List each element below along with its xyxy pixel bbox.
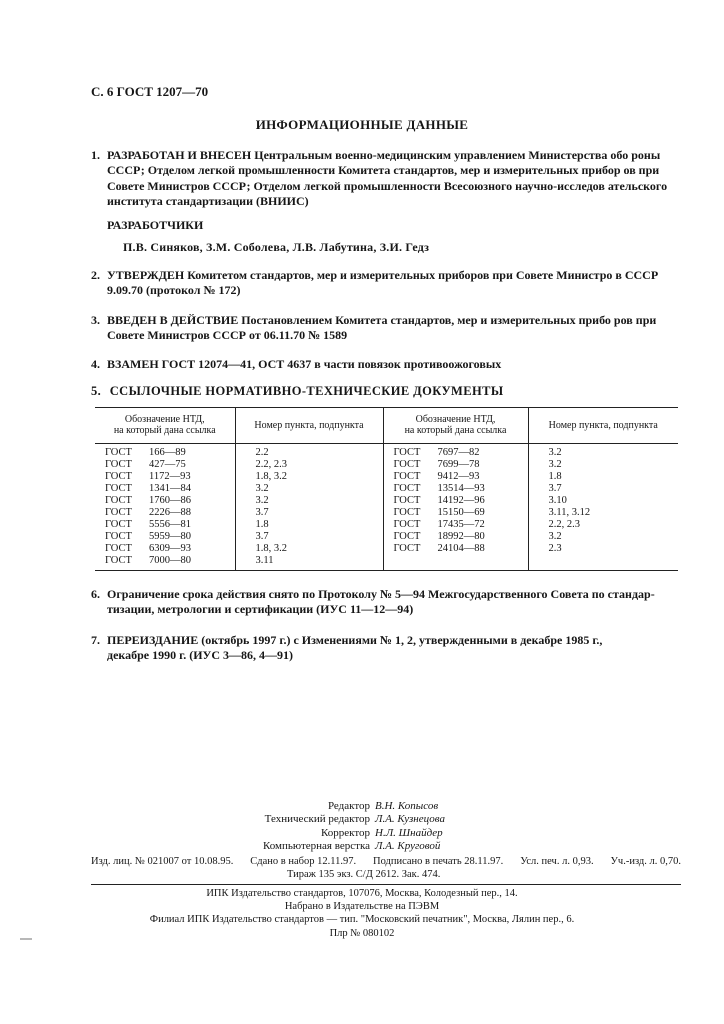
section-text-line: Комитетом стандартов, мер и измерительных приборов при Совете Министро в СССР [184,268,659,282]
gost-prefix: ГОСТ [393,483,421,494]
point-cell: 2.2, 2.3 [235,459,383,471]
ntd-cell [383,483,528,495]
document-title: ИНФОРМАЦИОННЫЕ ДАННЫЕ [255,117,469,132]
imprint-block [91,855,681,881]
credit-name: Л.А. Круговой [375,839,441,852]
credit-name: Л.А. Кузнецова [375,813,445,826]
section-6 [91,587,683,618]
table-header-row [95,408,678,444]
imprint-typeset: Сдано в набор 12.11.97. [250,856,357,867]
section-text-line: Совете Министров СССР от 06.11.70 № 1589 [107,328,348,343]
gost-prefix: ГОСТ [393,447,421,458]
section-lead: ПЕРЕИЗДАНИЕ [107,633,199,647]
gost-prefix: ГОСТ [105,507,132,518]
point-cell: 3.7 [235,531,383,543]
ntd-cell [95,444,235,460]
section-number: 3. [91,313,100,327]
gost-number: 5959—80 [149,531,191,542]
point-cell: 3.2 [528,444,678,460]
gost-number: 6309—93 [149,543,191,554]
gost-prefix: ГОСТ [105,447,132,458]
gost-prefix: ГОСТ [393,459,421,470]
point-cell: 2.3 [528,543,678,555]
section-5-title [91,384,504,399]
table-row [95,531,678,543]
ntd-cell [383,543,528,555]
section-text-line: СССР; Отделом легкой промышленности Комитета стандартов, мер и измерительных прибор ов при [107,163,660,178]
gost-number: 2226—88 [149,507,191,518]
point-cell: 3.7 [528,483,678,495]
point-cell: 1.8, 3.2 [235,543,383,555]
point-cell [528,555,678,571]
section-text-line: декабре 1990 г. (ИУС 3—86, 4—91) [107,648,294,663]
point-cell: 1.8 [528,471,678,483]
header-ntd-line1: Обозначение НТД, [415,414,496,425]
gost-number: 1341—84 [149,483,191,494]
section-heading: ССЫЛОЧНЫЕ НОРМАТИВНО-ТЕХНИЧЕСКИЕ ДОКУМЕНТЫ [109,384,504,398]
gost-number: 1760—86 [149,495,191,506]
ntd-cell [95,507,235,519]
point-cell: 3.11 [235,555,383,571]
section-number: 6. [91,587,100,601]
point-cell: 1.8 [235,519,383,531]
gost-number: 427—75 [149,459,186,470]
table-row [95,483,678,495]
publisher-line: ИПК Издательство стандартов, 107076, Москва, Колодезный пер., 14. [206,888,518,899]
section-lead: УТВЕРЖДЕН [107,268,185,282]
divider [91,884,681,885]
ntd-cell [383,555,528,571]
section-text-line: Постановлением Комитета стандартов, мер и измерительных прибо ров при [238,313,657,327]
gost-prefix: ГОСТ [393,471,421,482]
section-1 [91,148,683,209]
ntd-cell [383,444,528,460]
section-text-line: Совете Министров СССР; Отделом легкой промышленности Всесоюзного научно-исследов ательского [107,178,668,193]
header-ntd-line1: Обозначение НТД, [124,414,205,425]
header-ntd-line2: на который дана ссылка [113,425,216,436]
table-row [95,507,678,519]
point-cell: 3.2 [528,459,678,471]
ntd-cell [95,495,235,507]
section-text-line: (октябрь 1997 г.) с Изменениями № 1, 2, утвержденными в декабре 1985 г., [198,633,603,647]
point-cell: 3.2 [235,483,383,495]
credit-row [0,800,724,813]
gost-prefix: ГОСТ [105,495,132,506]
credit-role: Редактор [327,800,370,812]
ntd-cell [95,459,235,471]
section-number: 7. [91,633,100,647]
point-cell: 3.10 [528,495,678,507]
ntd-cell [383,471,528,483]
gost-prefix: ГОСТ [105,555,132,566]
page-header: С. 6 ГОСТ 1207—70 [91,84,209,99]
gost-number: 7697—82 [437,447,480,458]
section-text-line: 9.09.70 (протокол № 172) [107,283,241,298]
header-ntd [95,408,235,444]
ntd-cell [95,519,235,531]
ntd-cell [383,495,528,507]
publisher-block [0,887,724,940]
imprint-edsheets: Уч.-изд. л. 0,70. [610,856,681,867]
section-text-line: Ограничение срока действия снято по Протоколу № 5—94 Межгосударственного Совета по стандар- [107,587,655,601]
table-row [95,459,678,471]
gost-prefix: ГОСТ [393,543,421,554]
section-number: 5. [91,384,102,398]
gost-prefix: ГОСТ [393,531,421,542]
credit-name: В.Н. Копысов [375,800,439,812]
credit-row [0,813,724,826]
reference-documents-table [95,407,678,571]
gost-prefix: ГОСТ [393,519,421,530]
gost-prefix: ГОСТ [393,495,421,506]
table-row [95,471,678,483]
gost-prefix: ГОСТ [105,471,132,482]
ntd-cell [95,543,235,555]
section-2 [91,268,683,299]
gost-number: 15150—69 [437,507,485,518]
ntd-cell [383,507,528,519]
section-3 [91,313,683,344]
developers-names: П.В. Синяков, З.М. Соболева, Л.В. Лабутина, З.И. Гедз [123,240,430,254]
point-cell: 3.2 [235,495,383,507]
gost-number: 7000—80 [149,555,191,566]
credit-name: Н.Л. Шнайдер [375,826,443,839]
developers-heading: РАЗРАБОТЧИКИ [107,218,204,232]
gost-number: 24104—88 [437,543,485,554]
point-cell: 3.11, 3.12 [528,507,678,519]
section-lead: ВВЕДЕН В ДЕЙСТВИЕ [107,313,239,327]
credit-role: Корректор [320,826,370,839]
point-cell: 3.2 [528,531,678,543]
header-ntd-line2: на который дана ссылка [404,425,507,436]
section-number: 2. [91,268,100,282]
credits-block [0,800,724,853]
section-text-line: института стандартизации (ВНИИС) [107,193,309,208]
section-number: 4. [91,357,100,371]
imprint-license: Изд. лиц. № 021007 от 10.08.95. [91,856,234,867]
imprint-signed: Подписано в печать 28.11.97. [372,856,504,867]
section-4 [91,357,683,372]
gost-prefix: ГОСТ [393,507,421,518]
table-row [95,543,678,555]
gost-number: 18992—80 [437,531,485,542]
gost-prefix: ГОСТ [105,531,132,542]
gost-number: 7699—78 [437,459,480,470]
header-point: Номер пункта, подпункта [528,408,678,444]
table-row [95,555,678,571]
ntd-cell [95,471,235,483]
section-text-line: ВЗАМЕН ГОСТ 12074—41, ОСТ 4637 в части повязок противоожоговых [107,357,502,371]
ntd-cell [383,459,528,471]
gost-prefix: ГОСТ [105,483,132,494]
imprint-run: Тираж 135 экз. С/Д 2612. Зак. 474. [287,869,441,880]
header-ntd [383,408,528,444]
credit-role: Технический редактор [264,813,370,826]
gost-number: 5556—81 [149,519,191,530]
credit-row [0,840,724,853]
gost-number: 166—89 [149,447,186,458]
ntd-cell [383,519,528,531]
table-row [95,519,678,531]
gost-prefix: ГОСТ [105,459,132,470]
ntd-cell [383,531,528,543]
publisher-line: Плр № 080102 [329,927,395,939]
table-row [95,444,678,460]
gost-number: 1172—93 [149,471,191,482]
table-row [95,495,678,507]
scan-mark [20,938,32,940]
point-cell: 2.2 [235,444,383,460]
ntd-cell [95,531,235,543]
section-text-line: Центральным военно-медицинским управлением Министерства обо роны [251,148,661,162]
section-7 [91,633,683,664]
point-cell: 1.8, 3.2 [235,471,383,483]
imprint-sheets: Усл. печ. л. 0,93. [520,856,594,867]
credit-row [0,827,724,840]
header-point: Номер пункта, подпункта [235,408,383,444]
ntd-cell [95,483,235,495]
section-lead: РАЗРАБОТАН И ВНЕСЕН [107,148,252,162]
publisher-line: Набрано в Издательстве на ПЭВМ [284,901,440,913]
gost-prefix: ГОСТ [105,543,132,554]
gost-number: 13514—93 [437,483,485,494]
gost-number: 14192—96 [437,495,485,506]
ntd-cell [95,555,235,571]
point-cell: 2.2, 2.3 [528,519,678,531]
point-cell: 3.7 [235,507,383,519]
gost-number: 17435—72 [437,519,485,530]
gost-number: 9412—93 [437,471,480,482]
credit-role: Компьютерная верстка [262,839,370,852]
section-text-line: тизации, метрологии и сертификации (ИУС 11—12—94) [107,602,414,617]
gost-prefix: ГОСТ [105,519,132,530]
section-number: 1. [91,148,100,162]
publisher-line: Филиал ИПК Издательство стандартов — тип. "Московский печатник", Москва, Лялин пер., 6. [149,914,575,926]
